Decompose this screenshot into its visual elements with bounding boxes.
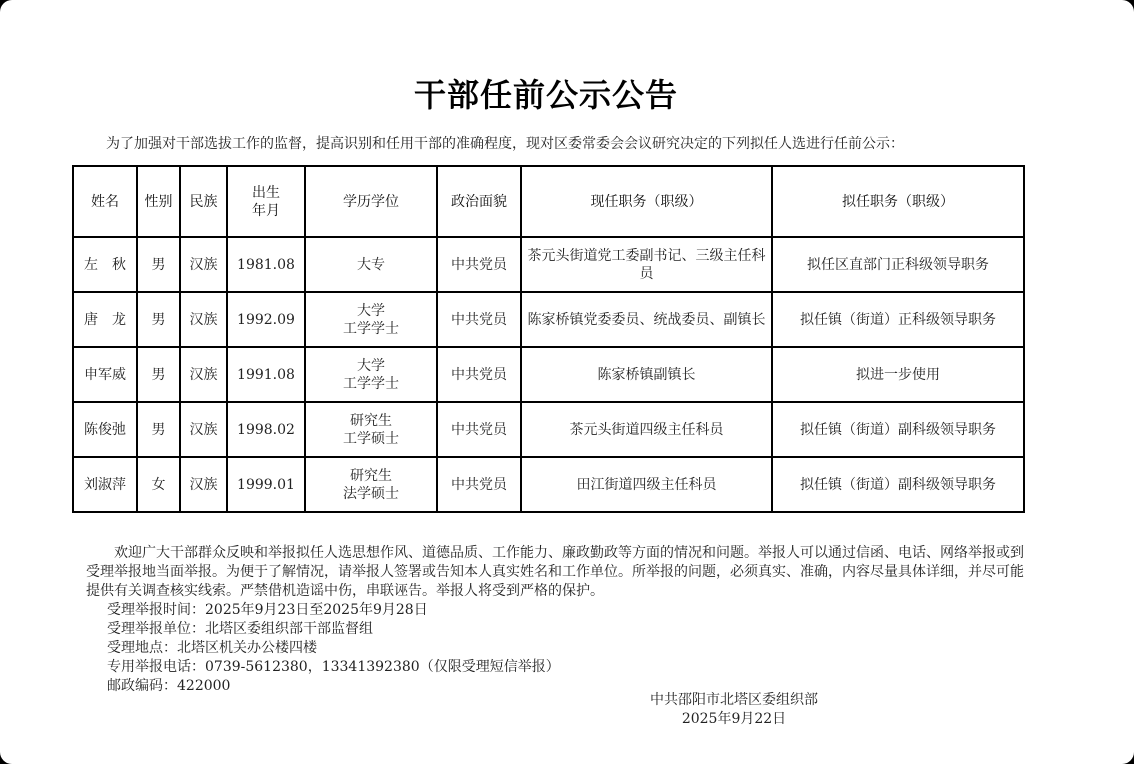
cell-proposed-post: 拟进一步使用 [772, 347, 1024, 402]
cell-birth: 1981.08 [227, 237, 305, 292]
cell-ethnicity: 汉族 [180, 347, 227, 402]
cell-name: 刘淑萍 [73, 457, 137, 512]
report-postcode: 邮政编码：422000 [107, 678, 231, 694]
cell-birth: 1999.01 [227, 457, 305, 512]
page-title: 干部任前公示公告 [413, 76, 678, 114]
cell-birth: 1998.02 [227, 402, 305, 457]
cell-education-line2: 工学硕士 [343, 430, 399, 447]
cell-name: 申军威 [73, 347, 137, 402]
cell-education-line1: 大学 [357, 357, 385, 374]
cell-education-line2: 法学硕士 [343, 485, 399, 502]
cell-political: 中共党员 [437, 292, 521, 347]
cell-education [305, 402, 437, 457]
cell-education [305, 237, 437, 292]
cell-education [305, 347, 437, 402]
cell-education-line2: 工学学士 [343, 375, 399, 392]
cell-education-line1: 研究生 [350, 467, 392, 484]
cell-ethnicity: 汉族 [180, 237, 227, 292]
signature-org: 中共邵阳市北塔区委组织部 [650, 692, 818, 708]
table-header-row [73, 166, 1024, 237]
notice-paragraph: 欢迎广大干部群众反映和举报拟任人选思想作风、道德品质、工作能力、廉政勤政等方面的情况和问题。举报人可以通过信函、电话、网络举报或到受理举报地当面举报。为便于了解情况，请举报人签署或告知本人真实姓名和工作单位。所举报的问题，必须真实、准确，内容尽量具体详细，并尽可能提供有关调查核实线索。严禁借机造谣中伤，串联诬告。举报人将受到严格的保护。 [86, 545, 1024, 599]
cell-birth: 1992.09 [227, 292, 305, 347]
cell-sex: 男 [137, 237, 180, 292]
cell-political: 中共党员 [437, 457, 521, 512]
report-phone: 专用举报电话：0739-5612380，13341392380（仅限受理短信举报） [107, 659, 560, 675]
table-row [73, 402, 1024, 457]
header-education: 学历学位 [305, 166, 437, 237]
cell-name: 陈俊弛 [73, 402, 137, 457]
cell-ethnicity: 汉族 [180, 402, 227, 457]
header-sex: 性别 [137, 166, 180, 237]
cell-proposed-post: 拟任镇（街道）正科级领导职务 [772, 292, 1024, 347]
header-birth-line2: 年月 [252, 202, 280, 219]
table-row [73, 457, 1024, 512]
cell-political: 中共党员 [437, 402, 521, 457]
header-birth [227, 166, 305, 237]
header-ethnicity: 民族 [180, 166, 227, 237]
table-row [73, 347, 1024, 402]
cell-current-post: 陈家桥镇党委委员、统战委员、副镇长 [521, 292, 772, 347]
cell-sex: 男 [137, 292, 180, 347]
cell-ethnicity: 汉族 [180, 457, 227, 512]
report-location: 受理地点：北塔区机关办公楼四楼 [107, 640, 317, 656]
cell-current-post: 田江街道四级主任科员 [521, 457, 772, 512]
cell-current-post: 陈家桥镇副镇长 [521, 347, 772, 402]
signature-date: 2025年9月22日 [681, 711, 787, 727]
header-birth-line1: 出生 [252, 184, 280, 201]
header-political: 政治面貌 [437, 166, 521, 237]
cell-political: 中共党员 [437, 237, 521, 292]
cell-ethnicity: 汉族 [180, 292, 227, 347]
cell-birth: 1991.08 [227, 347, 305, 402]
candidate-table [72, 165, 1025, 513]
cell-current-post: 茶元头街道党工委副书记、三级主任科员 [521, 237, 772, 292]
cell-education-line2: 工学学士 [343, 320, 399, 337]
cell-proposed-post: 拟任区直部门正科级领导职务 [772, 237, 1024, 292]
cell-sex: 男 [137, 347, 180, 402]
signature-block [650, 691, 818, 729]
cell-proposed-post: 拟任镇（街道）副科级领导职务 [772, 402, 1024, 457]
cell-name: 唐 龙 [73, 292, 137, 347]
cell-name: 左 秋 [73, 237, 137, 292]
cell-education-line1: 大学 [357, 302, 385, 319]
report-time: 受理举报时间：2025年9月23日至2025年9月28日 [107, 602, 428, 618]
header-name: 姓名 [73, 166, 137, 237]
cell-proposed-post: 拟任镇（街道）副科级领导职务 [772, 457, 1024, 512]
report-unit: 受理举报单位：北塔区委组织部干部监督组 [107, 621, 373, 637]
cell-sex: 男 [137, 402, 180, 457]
header-proposed-post: 拟任职务（职级） [772, 166, 1024, 237]
cell-sex: 女 [137, 457, 180, 512]
header-current-post: 现任职务（职级） [521, 166, 772, 237]
intro-text: 为了加强对干部选拔工作的监督，提高识别和任用干部的准确程度，现对区委常委会会议研究决定的下列拟任人选进行任前公示： [106, 136, 904, 152]
cell-education [305, 292, 437, 347]
report-notice [86, 544, 1026, 696]
cell-current-post: 茶元头街道四级主任科员 [521, 402, 772, 457]
cell-political: 中共党员 [437, 347, 521, 402]
cell-education-line1: 大专 [357, 256, 385, 273]
cell-education [305, 457, 437, 512]
table-row [73, 237, 1024, 292]
cell-education-line1: 研究生 [350, 412, 392, 429]
table-row [73, 292, 1024, 347]
